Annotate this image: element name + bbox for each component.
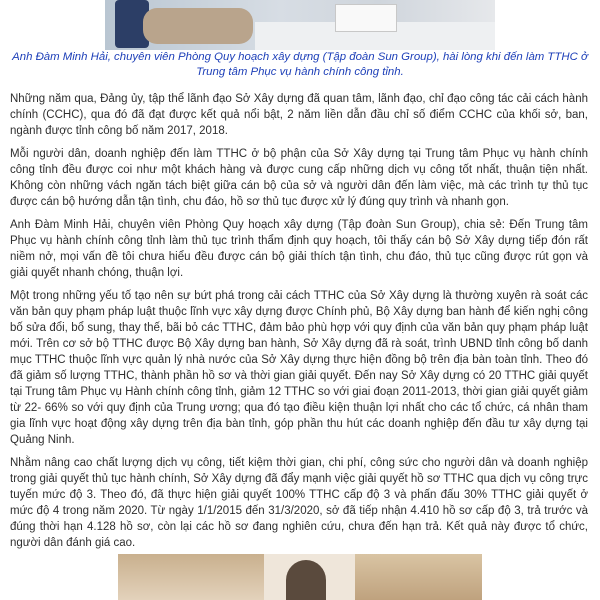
- article-body: [10, 91, 588, 558]
- photo-caption: Anh Đàm Minh Hải, chuyên viên Phòng Quy hoạch xây dựng (Tập đoàn Sun Group), hài lòng khi đến làm TTHC ở Trung tâm Phục vụ hành chính công tỉnh.: [12, 51, 588, 78]
- paragraph: Anh Đàm Minh Hải, chuyên viên Phòng Quy hoạch xây dựng (Tập đoàn Sun Group), chia sẻ: Đến Trung tâm Phục vụ hành chính công tỉnh làm thủ tục trình thẩm định quy hoạch, tôi thấy cán bộ Sở Xây dựng tiếp đón rất niềm nở, mọi vấn đề tôi chưa hiểu đều được cán bộ giải thích tận tình, chu đáo, thủ tục cũng được rút gọn và giải quyết nhanh chóng, thuận lợi.: [10, 219, 588, 279]
- paragraph: Nhằm nâng cao chất lượng dịch vụ công, tiết kiệm thời gian, chi phí, công sức cho người dân và doanh nghiệp trong giải quyết thủ tục hành chính, Sở Xây dựng đã đẩy mạnh việc giải quyết hồ sơ TTHC qua dịch vụ công trực tuyến mức độ 3. Theo đó, đã thực hiện giải quyết 100% TTHC cấp độ 3 và phấn đấu 30% TTHC giải quyết ở mức độ 4 trong năm 2020. Từ ngày 1/1/2015 đến 31/3/2020, sở đã tiếp nhận 4.410 hồ sơ cấp độ 3, trả trước và đúng thời hạn 4.128 hồ sơ, còn lại các hồ sơ đang nghiên cứu, chưa đến hạn trả. Kết quả này được tổ chức, người dân đánh giá cao.: [10, 457, 588, 549]
- bottom-photo: [118, 554, 482, 600]
- paragraph: Một trong những yếu tố tạo nên sự bứt phá trong cải cách TTHC của Sở Xây dựng là thường xuyên rà soát các văn bản quy phạm pháp luật thuộc lĩnh vực xây dựng được Chính phủ, Bộ Xây dựng ban hành để kiến nghị công bố sửa đổi, bổ sung, thay thế, bãi bỏ các TTHC, đảm bảo phù hợp với quy định của văn bản quy phạm pháp luật mới. Trên cơ sở bộ TTHC được Bộ Xây dựng ban hành, Sở Xây dựng đã rà soát, trình UBND tỉnh công bố danh mục TTHC thuộc lĩnh vực quản lý nhà nước của Sở Xây dựng thực hiện đồng bộ trên địa bàn toàn tỉnh. Theo đó đã giảm số lượng TTHC, thành phần hồ sơ và thời gian giải quyết. Đến nay Sở Xây dựng có 20 TTHC giải quyết tại Trung tâm Phục vụ Hành chính công tỉnh, giảm 12 TTHC so với giai đoạn 2011-2013, thời gian giải quyết giảm từ 22- 66% so với quy định của Trung ương; qua đó tạo điều kiện thuận lợi nhất cho các tổ chức, cá nhân tham gia lĩnh vực hoạt động xây dựng trên địa bàn tỉnh, góp phần thu hút các doanh nghiệp đến đầu tư xây dựng tại Quảng Ninh.: [10, 290, 588, 446]
- paragraph: Những năm qua, Đảng ủy, tập thể lãnh đạo Sở Xây dựng đã quan tâm, lãnh đạo, chỉ đạo công tác cải cách hành chính (CCHC), qua đó đã đạt được kết quả nổi bật, 2 năm liền dẫn đầu chỉ số điểm CCHC của khối sở, ban, ngành được tỉnh công bố năm 2017, 2018.: [10, 93, 588, 137]
- paragraph: Mỗi người dân, doanh nghiệp đến làm TTHC ở bộ phận của Sở Xây dựng tại Trung tâm Phục vụ hành chính công tỉnh đều được coi như một khách hàng và được cung cấp những dịch vụ công tốt nhất, thuận tiện nhất. Không còn những vách ngăn tách biệt giữa cán bộ của sở và người dân đến làm việc, mà các trình tự thủ tục được cán bộ hướng dẫn tận tình, chu đáo, hồ sơ thủ tục được xử lý đúng quy trình và nhanh gọn.: [10, 148, 588, 208]
- top-photo: [105, 0, 495, 50]
